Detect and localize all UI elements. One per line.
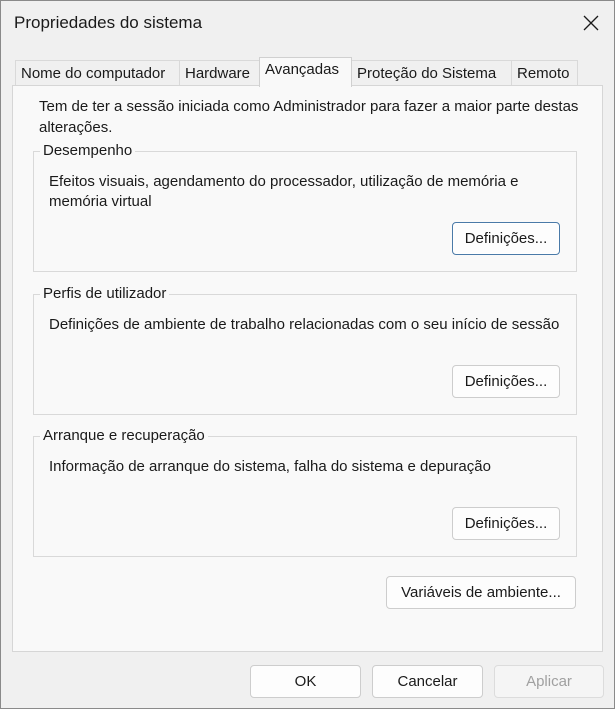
title-bar [1,1,614,45]
startup-recovery-description: Informação de arranque do sistema, falha do sistema e depuração [49,458,491,475]
advanced-tab-panel [12,85,603,652]
tab-hardware[interactable]: Hardware [179,60,260,85]
startup-recovery-group-title: Arranque e recuperação [40,427,208,445]
startup-recovery-settings-button[interactable]: Definições... [452,507,560,540]
window-title: Propriedades do sistema [14,13,203,32]
tab-system-protection[interactable]: Proteção do Sistema [351,60,512,85]
close-button[interactable] [568,1,614,45]
startup-recovery-group [33,427,577,557]
apply-button[interactable]: Aplicar [494,665,604,698]
user-profiles-group-title: Perfis de utilizador [40,285,169,303]
cancel-button[interactable]: Cancelar [372,665,483,698]
environment-variables-button[interactable]: Variáveis de ambiente... [386,576,576,609]
performance-settings-button[interactable]: Definições... [452,222,560,255]
close-icon [582,14,600,32]
user-profiles-settings-button[interactable]: Definições... [452,365,560,398]
performance-group-title: Desempenho [40,142,135,160]
tab-remote[interactable]: Remoto [511,60,578,85]
ok-button[interactable]: OK [250,665,361,698]
performance-group [33,142,577,272]
tab-computer-name[interactable]: Nome do computador [15,60,180,85]
performance-description: Efeitos visuais, agendamento do processador, utilização de memória e memória virtual [49,173,519,210]
tab-advanced[interactable]: Avançadas [259,57,352,87]
user-profiles-group [33,285,577,415]
admin-notice: Tem de ter a sessão iniciada como Administrador para fazer a maior parte destas alterações. [39,98,579,136]
user-profiles-description: Definições de ambiente de trabalho relacionadas com o seu início de sessão [49,316,560,333]
